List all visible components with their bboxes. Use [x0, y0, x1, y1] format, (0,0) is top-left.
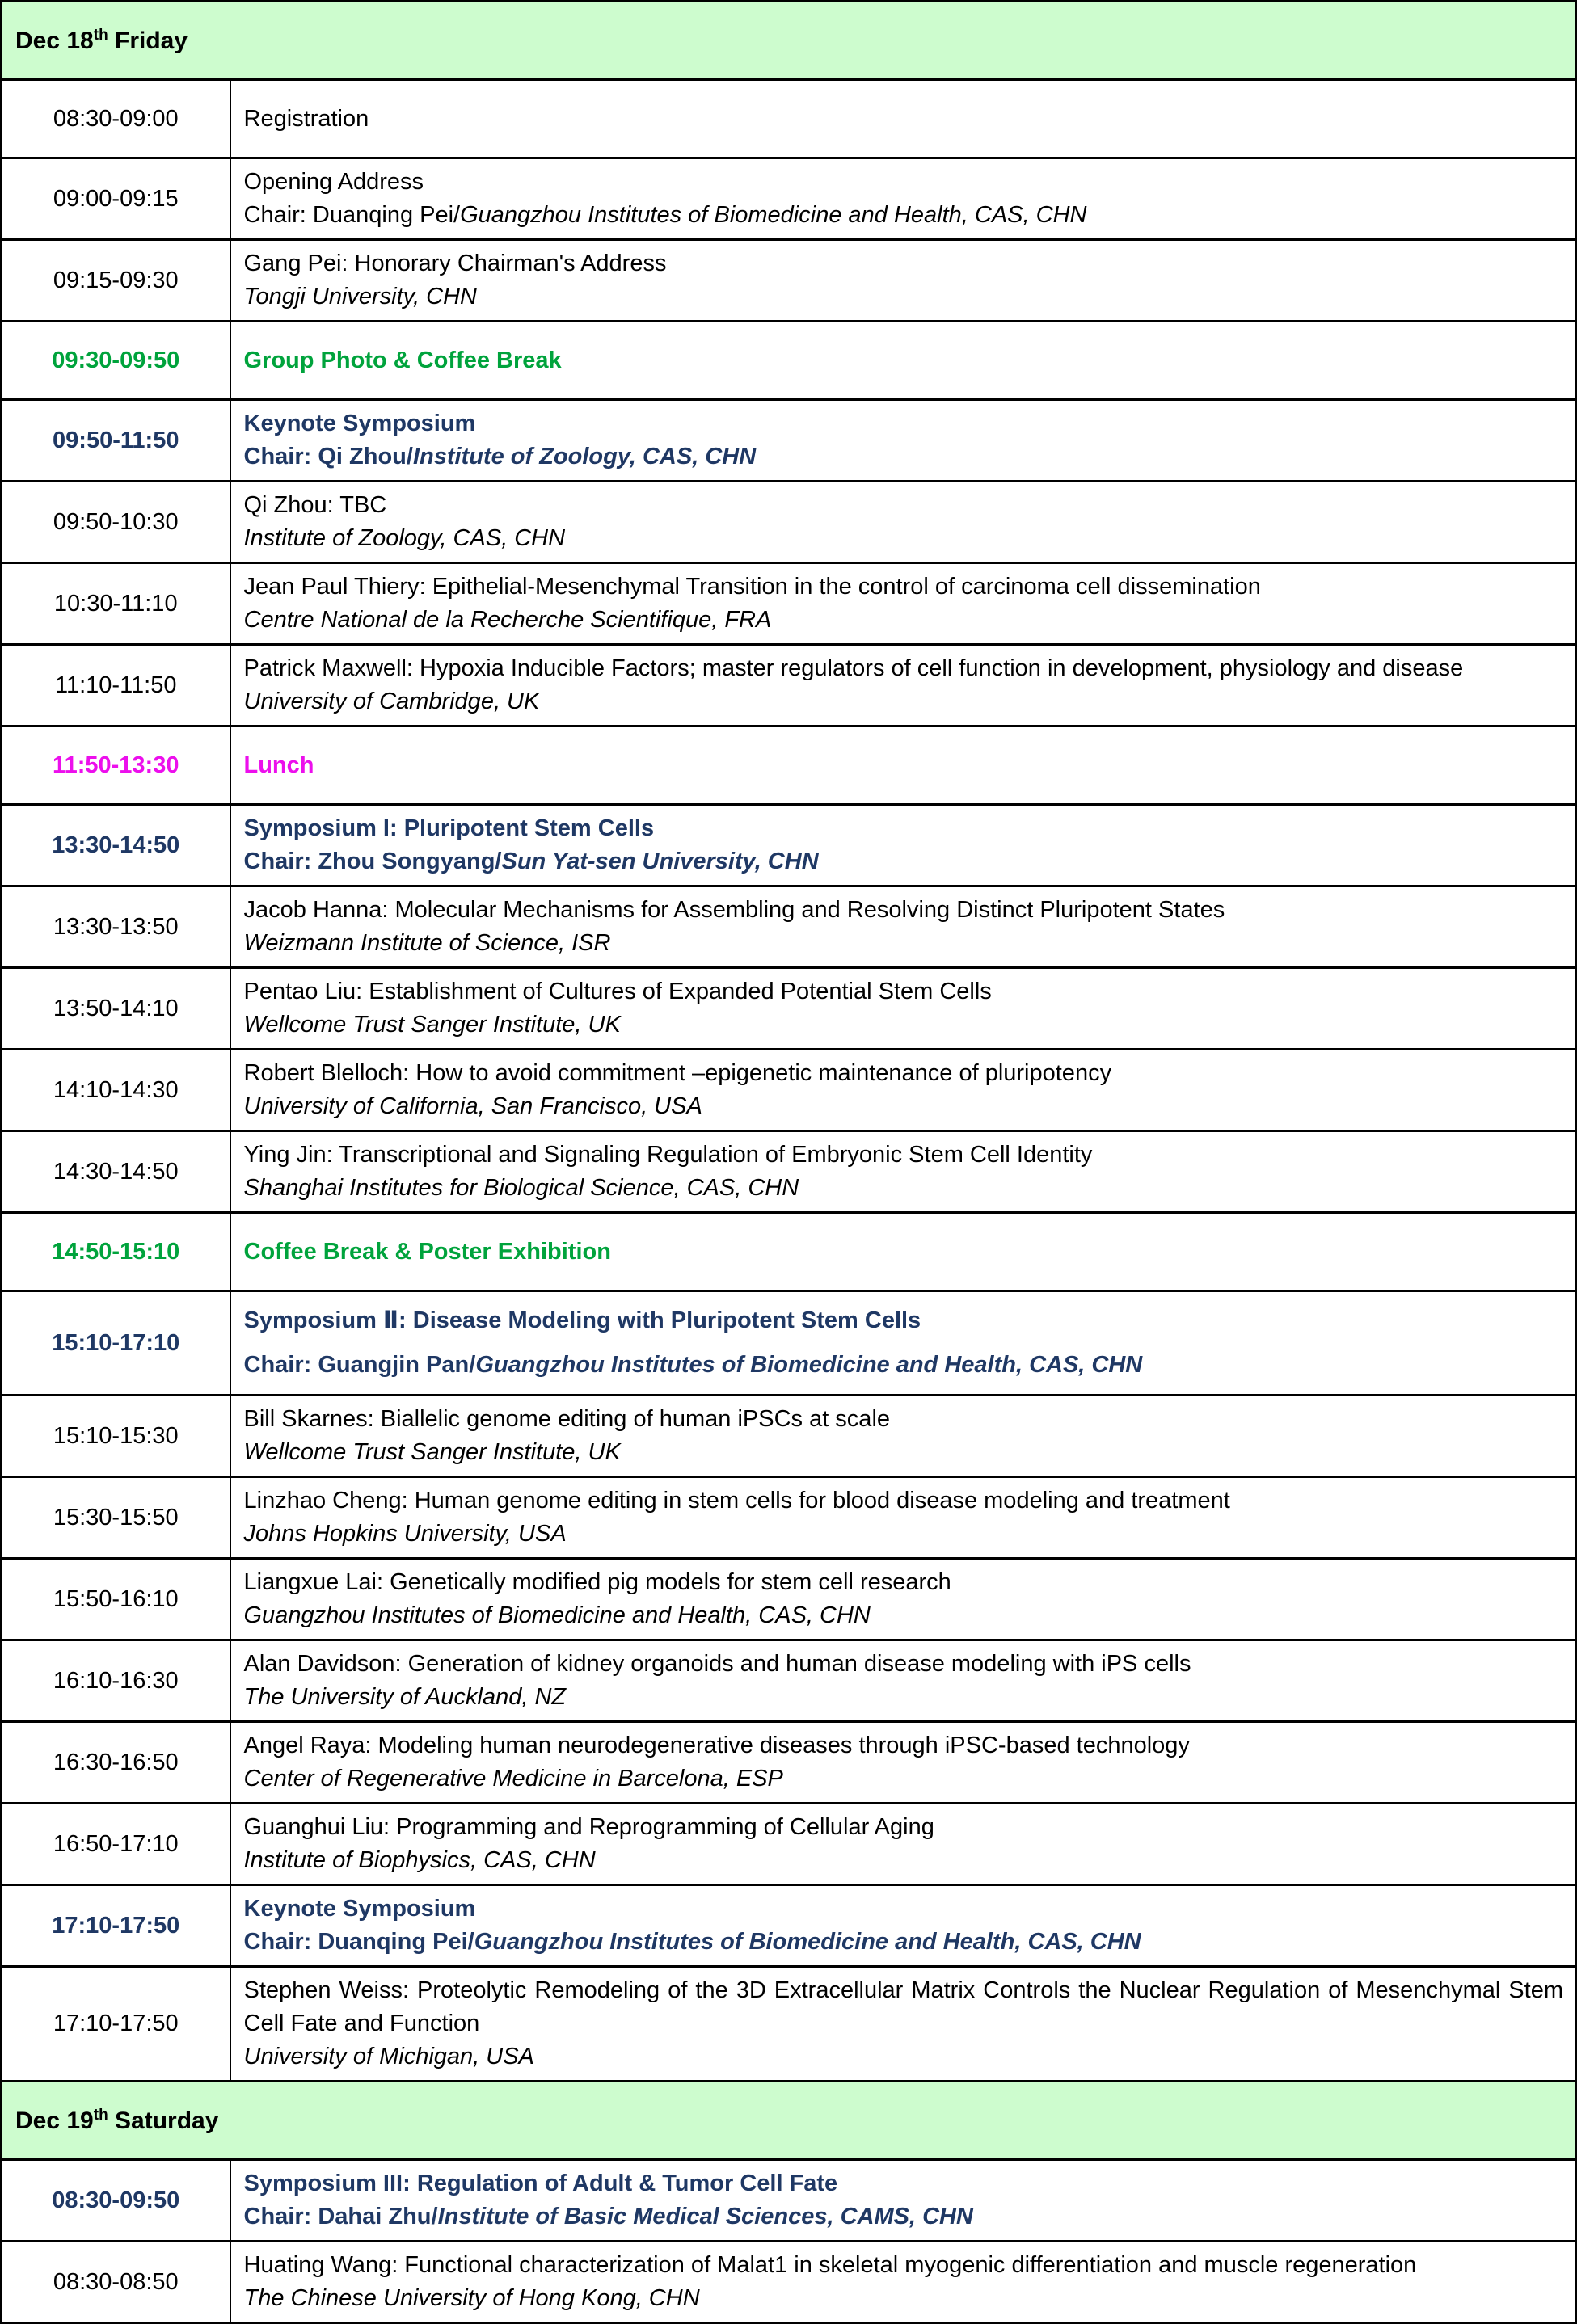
day-header-weekday: Friday	[108, 27, 188, 54]
session-detail-line	[244, 280, 1564, 314]
session-title-line	[244, 570, 1564, 604]
text-segment: Huating Wang: Functional characterization of Malat1 in skeletal myogenic differentiation and muscle regeneration	[243, 2252, 1417, 2278]
session-cell	[230, 1291, 1576, 1396]
session-title-line	[244, 975, 1564, 1008]
text-segment: Symposium I: Pluripotent Stem Cells	[243, 815, 655, 841]
session-detail-line	[244, 845, 1564, 878]
session-title-line	[244, 1729, 1564, 1762]
time-cell: 15:50-16:10	[2, 1559, 230, 1640]
time-cell: 17:10-17:50	[2, 1967, 230, 2082]
session-title-line	[244, 166, 1564, 199]
session-title-line	[244, 1566, 1564, 1599]
text-segment: Opening Address	[243, 169, 424, 195]
session-detail-line	[244, 927, 1564, 960]
time-cell: 14:10-14:30	[2, 1050, 230, 1131]
schedule-row	[2, 1967, 1576, 2082]
session-title-line	[244, 1974, 1564, 2040]
text-segment: Lunch	[243, 752, 314, 778]
time-cell: 16:10-16:30	[2, 1640, 230, 1722]
session-title-line	[244, 103, 1564, 136]
time-cell: 08:30-08:50	[2, 2242, 230, 2323]
text-segment: Bill Skarnes: Biallelic genome editing of human iPSCs at scale	[243, 1406, 891, 1432]
schedule-row	[2, 1722, 1576, 1804]
session-cell	[230, 400, 1576, 482]
session-cell	[230, 1722, 1576, 1804]
day-header-weekday: Saturday	[108, 2107, 219, 2134]
session-title-line	[244, 1892, 1564, 1926]
text-segment: Chair: Zhou Songyang/	[243, 848, 502, 874]
session-detail-line	[244, 1599, 1564, 1632]
text-segment: The Chinese University of Hong Kong, CHN	[243, 2285, 700, 2311]
session-title-line	[244, 1403, 1564, 1436]
session-cell	[230, 1640, 1576, 1722]
time-cell: 14:30-14:50	[2, 1131, 230, 1213]
text-segment: University of California, San Francisco, USA	[243, 1093, 702, 1119]
day-header-date: Dec 18	[15, 27, 94, 54]
session-title-line	[244, 812, 1564, 845]
schedule-row	[2, 968, 1576, 1050]
text-segment: Symposium III: Regulation of Adult & Tumor Cell Fate	[243, 2170, 838, 2196]
text-segment: Sun Yat-sen University, CHN	[501, 848, 819, 874]
session-detail-line	[244, 2040, 1564, 2073]
session-cell	[230, 968, 1576, 1050]
text-segment: Gang Pei: Honorary Chairman's Address	[243, 251, 667, 276]
session-title-line	[244, 407, 1564, 440]
session-title-line	[244, 1299, 1564, 1343]
session-cell	[230, 645, 1576, 726]
text-segment: Chair: Qi Zhou/	[243, 444, 413, 469]
text-segment: University of Cambridge, UK	[243, 688, 540, 714]
schedule-row	[2, 1804, 1576, 1885]
session-title-line	[244, 1484, 1564, 1518]
session-detail-line	[244, 522, 1564, 555]
schedule-row	[2, 726, 1576, 805]
text-segment: Wellcome Trust Sanger Institute, UK	[243, 1012, 621, 1038]
schedule-row	[2, 1640, 1576, 1722]
text-segment: Guangzhou Institutes of Biomedicine and Health, CAS, CHN	[460, 202, 1087, 228]
schedule-row	[2, 2160, 1576, 2242]
text-segment: Coffee Break & Poster Exhibition	[243, 1238, 611, 1265]
session-cell	[230, 2160, 1576, 2242]
session-cell	[230, 1050, 1576, 1131]
text-segment: Weizmann Institute of Science, ISR	[243, 930, 611, 956]
session-detail-line	[244, 1090, 1564, 1123]
session-cell	[230, 1885, 1576, 1967]
schedule-row	[2, 805, 1576, 886]
text-segment: Institute of Zoology, CAS, CHN	[412, 444, 757, 469]
session-title-line	[244, 1236, 1564, 1269]
time-cell: 11:10-11:50	[2, 645, 230, 726]
session-cell	[230, 1396, 1576, 1477]
text-segment: Chair: Dahai Zhu/	[243, 2204, 438, 2229]
time-cell: 09:30-09:50	[2, 322, 230, 400]
session-cell	[230, 1477, 1576, 1559]
text-segment: Keynote Symposium	[243, 410, 476, 436]
text-segment: Jacob Hanna: Molecular Mechanisms for Assembling and Resolving Distinct Pluripotent States	[243, 897, 1225, 923]
text-segment: Guangzhou Institutes of Biomedicine and Health, CAS, CHN	[243, 1602, 871, 1628]
schedule-row	[2, 1291, 1576, 1396]
time-cell: 09:50-10:30	[2, 482, 230, 563]
time-cell: 09:15-09:30	[2, 240, 230, 322]
time-cell: 15:30-15:50	[2, 1477, 230, 1559]
session-detail-line	[244, 1844, 1564, 1877]
session-title-line	[244, 1811, 1564, 1844]
schedule-row	[2, 1559, 1576, 1640]
session-detail-line	[244, 685, 1564, 718]
session-cell	[230, 158, 1576, 240]
text-segment: Ying Jin: Transcriptional and Signaling Regulation of Embryonic Stem Cell Identity	[243, 1142, 1093, 1168]
text-segment: Alan Davidson: Generation of kidney organoids and human disease modeling with iPS cells	[243, 1651, 1191, 1677]
text-segment: Robert Blelloch: How to avoid commitment –epigenetic maintenance of pluripotency	[243, 1060, 1112, 1086]
session-cell	[230, 886, 1576, 968]
schedule-row	[2, 563, 1576, 645]
schedule-row	[2, 2242, 1576, 2323]
text-segment: Guanghui Liu: Programming and Reprogramming of Cellular Aging	[243, 1814, 934, 1840]
text-segment: Symposium Ⅱ: Disease Modeling with Pluripotent Stem Cells	[243, 1307, 921, 1333]
text-segment: Institute of Biophysics, CAS, CHN	[243, 1847, 596, 1873]
session-cell	[230, 482, 1576, 563]
text-segment: Linzhao Cheng: Human genome editing in stem cells for blood disease modeling and treatment	[243, 1488, 1230, 1514]
schedule-row	[2, 1885, 1576, 1967]
session-detail-line	[244, 1762, 1564, 1796]
schedule-row	[2, 158, 1576, 240]
schedule-row	[2, 80, 1576, 158]
session-cell	[230, 80, 1576, 158]
text-segment: Shanghai Institutes for Biological Science, CAS, CHN	[243, 1175, 799, 1201]
schedule-row	[2, 1050, 1576, 1131]
day-header-ordinal: th	[93, 26, 108, 44]
session-detail-line	[244, 1926, 1564, 1959]
session-title-line	[244, 894, 1564, 927]
text-segment: Keynote Symposium	[243, 1896, 476, 1922]
text-segment: Chair: Duanqing Pei/	[243, 202, 461, 228]
session-cell	[230, 563, 1576, 645]
schedule-body	[2, 2, 1576, 2323]
session-cell	[230, 726, 1576, 805]
time-cell: 13:50-14:10	[2, 968, 230, 1050]
day-header-ordinal: th	[93, 2106, 108, 2124]
schedule-row	[2, 240, 1576, 322]
schedule-row	[2, 1213, 1576, 1291]
session-title-line	[244, 247, 1564, 280]
session-title-line	[244, 2167, 1564, 2200]
day-header-cell	[2, 2, 1576, 80]
text-segment: Chair: Duanqing Pei/	[243, 1929, 474, 1955]
session-cell	[230, 1213, 1576, 1291]
time-cell: 17:10-17:50	[2, 1885, 230, 1967]
time-cell: 08:30-09:50	[2, 2160, 230, 2242]
schedule-row	[2, 886, 1576, 968]
session-detail-line	[244, 1681, 1564, 1714]
session-detail-line	[244, 440, 1564, 474]
session-detail-line	[244, 1518, 1564, 1551]
session-title-line	[244, 1139, 1564, 1172]
text-segment: Centre National de la Recherche Scientifique, FRA	[243, 607, 772, 633]
day-header-row	[2, 2082, 1576, 2160]
session-detail-line	[244, 2200, 1564, 2233]
text-segment: Guangzhou Institutes of Biomedicine and Health, CAS, CHN	[474, 1929, 1141, 1955]
session-title-line	[244, 749, 1564, 782]
text-segment: Angel Raya: Modeling human neurodegenerative diseases through iPSC-based technology	[243, 1732, 1190, 1758]
text-segment: Johns Hopkins University, USA	[243, 1521, 567, 1547]
session-title-line	[244, 652, 1564, 685]
session-detail-line	[244, 1343, 1564, 1387]
text-segment: Stephen Weiss: Proteolytic Remodeling of the 3D Extracellular Matrix Controls the Nuclear Regulation of Mesenchymal Stem Cell Fate and Function	[243, 1977, 1563, 2036]
schedule-row	[2, 482, 1576, 563]
session-detail-line	[244, 1436, 1564, 1469]
text-segment: University of Michigan, USA	[243, 2044, 534, 2069]
text-segment: Group Photo & Coffee Break	[243, 347, 562, 373]
text-segment: Institute of Basic Medical Sciences, CAMS, CHN	[437, 2204, 973, 2229]
schedule-row	[2, 1131, 1576, 1213]
schedule-row	[2, 322, 1576, 400]
text-segment: Wellcome Trust Sanger Institute, UK	[243, 1439, 621, 1465]
session-title-line	[244, 2249, 1564, 2282]
session-title-line	[244, 1057, 1564, 1090]
time-cell: 13:30-14:50	[2, 805, 230, 886]
text-segment: Registration	[243, 105, 369, 132]
session-detail-line	[244, 199, 1564, 232]
day-header-row	[2, 2, 1576, 80]
time-cell: 16:30-16:50	[2, 1722, 230, 1804]
text-segment: Liangxue Lai: Genetically modified pig models for stem cell research	[243, 1569, 951, 1595]
text-segment: The University of Auckland, NZ	[243, 1684, 567, 1710]
schedule-row	[2, 1396, 1576, 1477]
session-cell	[230, 1967, 1576, 2082]
session-cell	[230, 322, 1576, 400]
time-cell: 14:50-15:10	[2, 1213, 230, 1291]
session-cell	[230, 1559, 1576, 1640]
session-detail-line	[244, 1172, 1564, 1205]
text-segment: Guangzhou Institutes of Biomedicine and Health, CAS, CHN	[475, 1352, 1143, 1378]
session-title-line	[244, 489, 1564, 522]
session-cell	[230, 1804, 1576, 1885]
time-cell: 11:50-13:30	[2, 726, 230, 805]
session-title-line	[244, 1648, 1564, 1681]
session-detail-line	[244, 2282, 1564, 2315]
session-cell	[230, 240, 1576, 322]
text-segment: Institute of Zoology, CAS, CHN	[243, 525, 566, 551]
time-cell: 15:10-17:10	[2, 1291, 230, 1396]
session-cell	[230, 1131, 1576, 1213]
session-cell	[230, 805, 1576, 886]
session-detail-line	[244, 1008, 1564, 1042]
session-title-line	[244, 344, 1564, 377]
time-cell: 10:30-11:10	[2, 563, 230, 645]
session-cell	[230, 2242, 1576, 2323]
text-segment: Tongji University, CHN	[243, 284, 477, 309]
text-segment: Chair: Guangjin Pan/	[243, 1352, 476, 1378]
schedule-row	[2, 645, 1576, 726]
time-cell: 13:30-13:50	[2, 886, 230, 968]
text-segment: Pentao Liu: Establishment of Cultures of Expanded Potential Stem Cells	[243, 979, 992, 1004]
time-cell: 16:50-17:10	[2, 1804, 230, 1885]
day-header-cell	[2, 2082, 1576, 2160]
time-cell: 15:10-15:30	[2, 1396, 230, 1477]
text-segment: Patrick Maxwell: Hypoxia Inducible Factors; master regulators of cell function in development, physiology and disease	[243, 655, 1464, 681]
text-segment: Qi Zhou: TBC	[243, 492, 387, 518]
text-segment: Center of Regenerative Medicine in Barcelona, ESP	[243, 1766, 783, 1791]
time-cell: 08:30-09:00	[2, 80, 230, 158]
text-segment: Jean Paul Thiery: Epithelial-Mesenchymal Transition in the control of carcinoma cell dissemination	[243, 574, 1261, 600]
time-cell: 09:00-09:15	[2, 158, 230, 240]
time-cell: 09:50-11:50	[2, 400, 230, 482]
session-detail-line	[244, 604, 1564, 637]
schedule-row	[2, 400, 1576, 482]
day-header-date: Dec 19	[15, 2107, 94, 2134]
schedule-row	[2, 1477, 1576, 1559]
